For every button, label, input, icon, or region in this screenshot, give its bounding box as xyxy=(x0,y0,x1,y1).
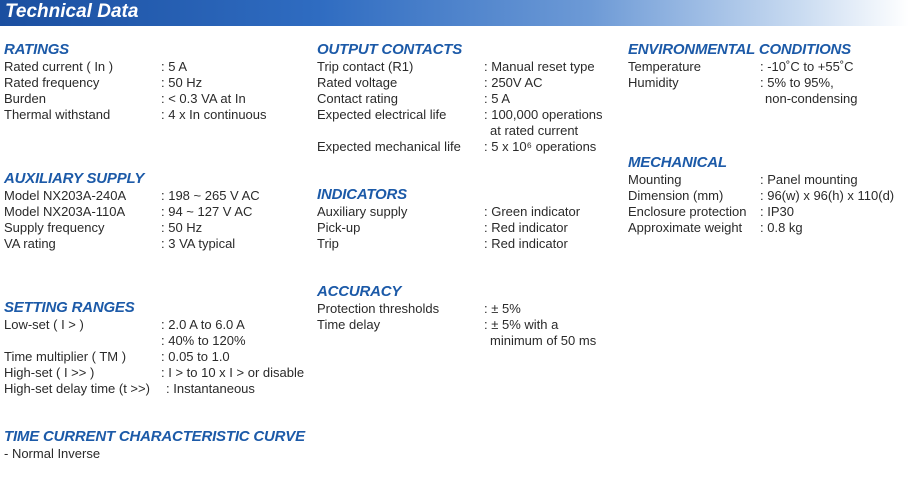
setting-ranges-value: : Instantaneous xyxy=(166,381,255,396)
accuracy-title: ACCURACY xyxy=(317,283,402,300)
setting-ranges-title: SETTING RANGES xyxy=(4,299,135,316)
accuracy-label: Protection thresholds xyxy=(317,301,440,316)
mechanical-title: MECHANICAL xyxy=(628,154,727,171)
accuracy-value: : ± 5% with a xyxy=(484,317,559,332)
output-contacts-label: Expected electrical life xyxy=(317,107,447,122)
output-contacts-value: : 100,000 operations xyxy=(484,107,603,122)
ratings-label: Thermal withstand xyxy=(4,107,111,122)
auxiliary-supply-value: : 94 ~ 127 V AC xyxy=(161,204,253,219)
mechanical-label: Mounting xyxy=(628,172,682,187)
setting-ranges-value: : 2.0 A to 6.0 A xyxy=(161,317,245,332)
environmental-value: non-condensing xyxy=(765,91,858,106)
ratings-label: Rated current ( In ) xyxy=(4,59,114,74)
auxiliary-supply-label: Model NX203A-240A xyxy=(4,188,127,203)
output-contacts-value: : 5 A xyxy=(484,91,511,106)
environmental-value: : 5% to 95%, xyxy=(760,75,834,90)
ratings-value: : 5 A xyxy=(161,59,188,74)
ratings-title: RATINGS xyxy=(4,41,69,58)
setting-ranges-value: : I > to 10 x I > or disable xyxy=(161,365,305,380)
accuracy-value: minimum of 50 ms xyxy=(490,333,597,348)
setting-ranges-label: High-set delay time (t >>) xyxy=(4,381,150,396)
auxiliary-supply-label: Model NX203A-110A xyxy=(4,204,126,219)
setting-ranges-value: : 40% to 120% xyxy=(161,333,246,348)
output-contacts-value: : 5 x 10⁶ operations xyxy=(484,139,597,154)
auxiliary-supply-value: : 198 ~ 265 V AC xyxy=(161,188,260,203)
setting-ranges-label: Low-set ( I > ) xyxy=(4,317,84,332)
mechanical-value: : IP30 xyxy=(760,204,794,219)
setting-ranges-label: Time multiplier ( TM ) xyxy=(4,349,127,364)
environmental-label: Temperature xyxy=(628,59,701,74)
environmental-label: Humidity xyxy=(628,75,679,90)
mechanical-value: : Panel mounting xyxy=(760,172,858,187)
ratings-label: Rated frequency xyxy=(4,75,100,90)
accuracy-label: Time delay xyxy=(317,317,381,332)
auxiliary-supply-label: Supply frequency xyxy=(4,220,105,235)
indicators-value: : Red indicator xyxy=(484,220,568,235)
ratings-value: : 50 Hz xyxy=(161,75,203,90)
time-current-curve-text: - Normal Inverse xyxy=(4,446,101,461)
output-contacts-label: Expected mechanical life xyxy=(317,139,461,154)
mechanical-value: : 96(w) x 96(h) x 110(d) xyxy=(760,188,895,203)
auxiliary-supply-value: : 3 VA typical xyxy=(161,236,236,251)
output-contacts-value: : Manual reset type xyxy=(484,59,595,74)
mechanical-label: Enclosure protection xyxy=(628,204,747,219)
output-contacts-value: at rated current xyxy=(490,123,579,138)
indicators-value: : Red indicator xyxy=(484,236,568,251)
auxiliary-supply-label: VA rating xyxy=(4,236,56,251)
indicators-value: : Green indicator xyxy=(484,204,581,219)
mechanical-value: : 0.8 kg xyxy=(760,220,803,235)
ratings-value: : 4 x In continuous xyxy=(161,107,267,122)
header-banner xyxy=(0,0,909,26)
environmental-value: : -10˚C to +55˚C xyxy=(760,59,854,74)
environmental-title: ENVIRONMENTAL CONDITIONS xyxy=(628,41,851,58)
indicators-label: Pick-up xyxy=(317,220,361,235)
ratings-value: : < 0.3 VA at In xyxy=(161,91,246,106)
accuracy-value: : ± 5% xyxy=(484,301,521,316)
setting-ranges-value: : 0.05 to 1.0 xyxy=(161,349,230,364)
setting-ranges-label: High-set ( I >> ) xyxy=(4,365,95,380)
output-contacts-label: Contact rating xyxy=(317,91,398,106)
output-contacts-value: : 250V AC xyxy=(484,75,543,90)
auxiliary-supply-title: AUXILIARY SUPPLY xyxy=(4,170,145,187)
output-contacts-label: Trip contact (R1) xyxy=(317,59,414,74)
output-contacts-title: OUTPUT CONTACTS xyxy=(317,41,463,58)
time-current-curve-title: TIME CURRENT CHARACTERISTIC CURVE xyxy=(4,428,305,445)
output-contacts-label: Rated voltage xyxy=(317,75,398,90)
indicators-label: Auxiliary supply xyxy=(317,204,408,219)
indicators-title: INDICATORS xyxy=(317,186,407,203)
mechanical-label: Dimension (mm) xyxy=(628,188,724,203)
page-title: Technical Data xyxy=(5,1,139,22)
indicators-label: Trip xyxy=(317,236,339,251)
mechanical-label: Approximate weight xyxy=(628,220,743,235)
ratings-label: Burden xyxy=(4,91,46,106)
auxiliary-supply-value: : 50 Hz xyxy=(161,220,203,235)
